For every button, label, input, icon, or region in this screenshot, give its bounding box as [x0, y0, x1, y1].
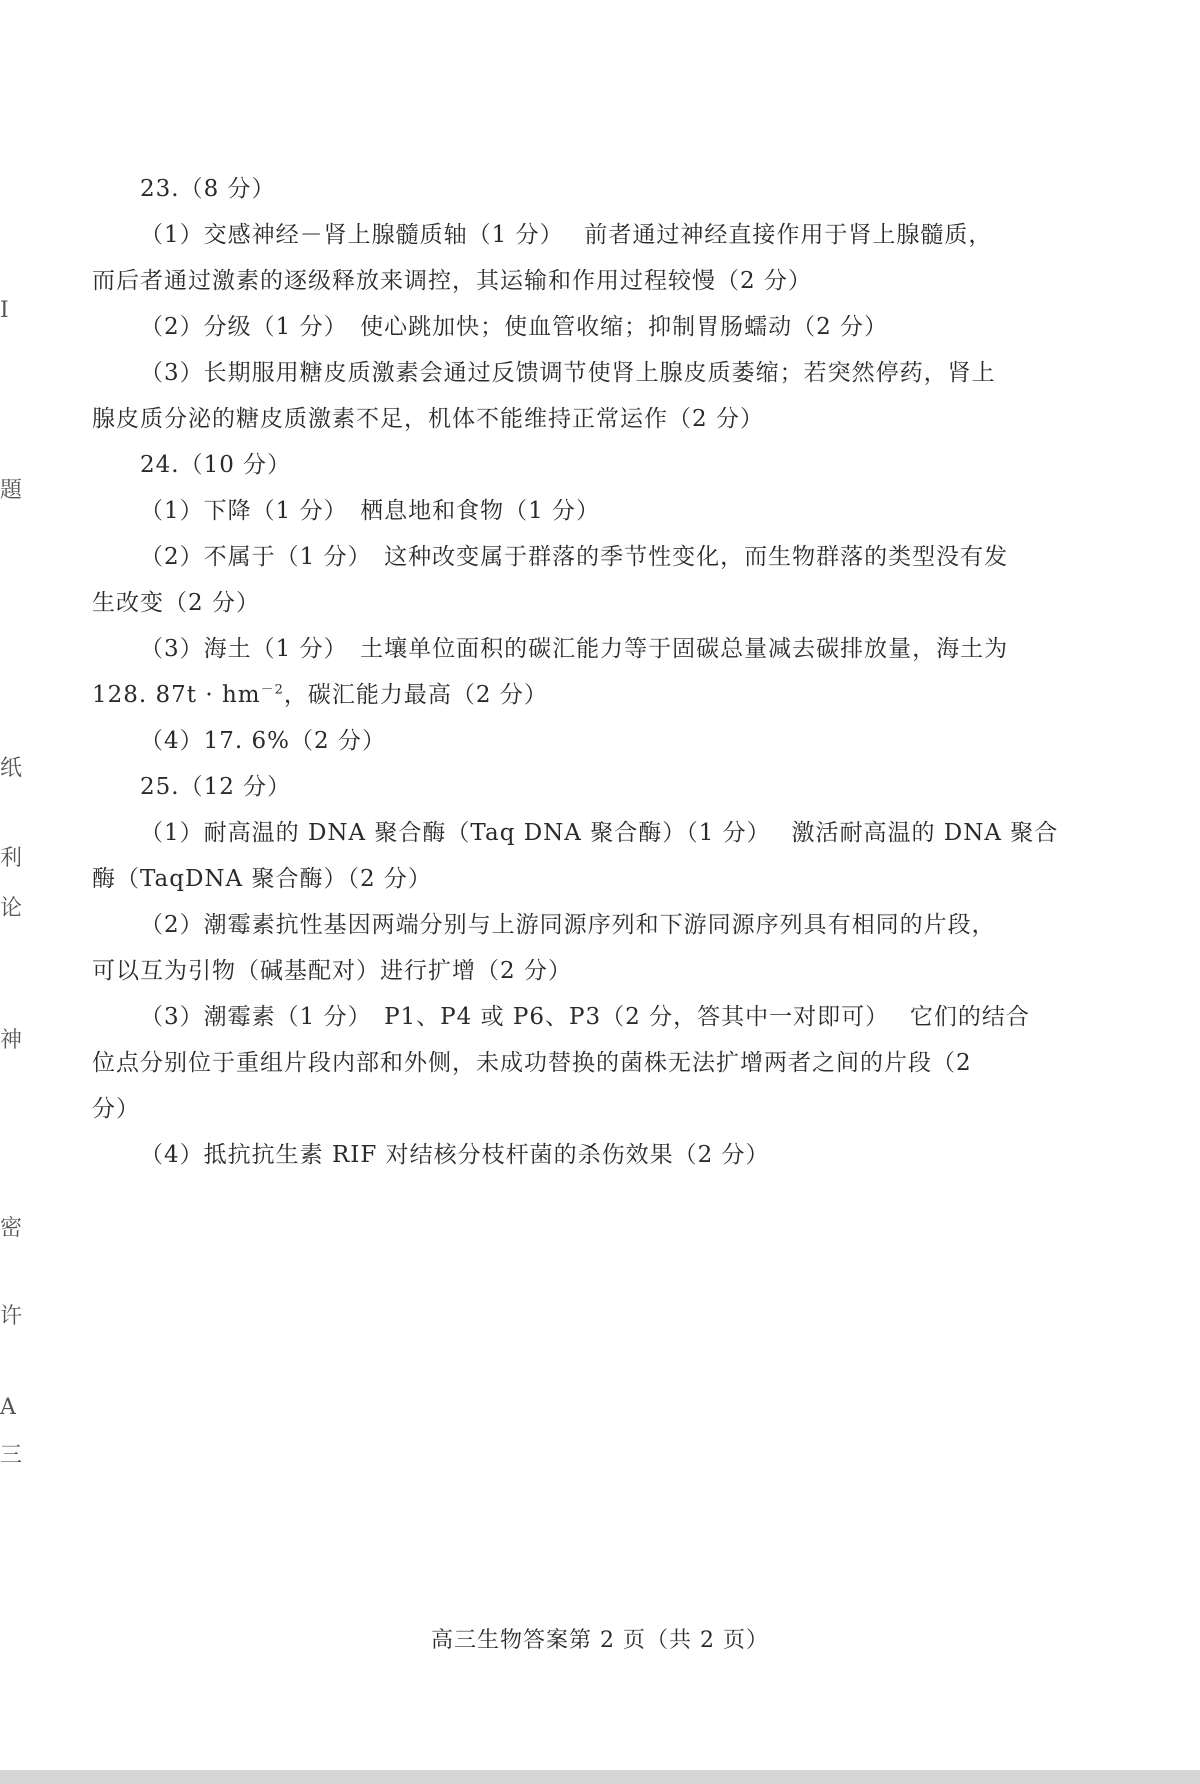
answer-line: 位点分别位于重组片段内部和外侧，未成功替换的菌株无法扩增两者之间的片段（2: [92, 1050, 972, 1076]
superscript: －2: [260, 682, 284, 698]
answer-line: 生改变（2 分）: [92, 590, 260, 616]
bottom-edge-bar: [0, 1770, 1200, 1784]
left-margin-bleed: [0, 0, 30, 1770]
answer-line: （3）潮霉素（1 分） P1、P4 或 P6、P3（2 分，答其中一对即可） 它们的结合: [140, 1004, 1030, 1030]
answer-line: （4）17. 6%（2 分）: [140, 728, 386, 754]
answer-line: （2）分级（1 分） 使心跳加快；使血管收缩；抑制胃肠蠕动（2 分）: [140, 314, 889, 340]
question-24: [92, 442, 1062, 764]
margin-mark: 利: [0, 846, 23, 871]
question-23: [92, 166, 1062, 442]
answer-line: 分）: [92, 1096, 140, 1122]
question-25: [92, 764, 1062, 1178]
answer-line: （1）耐高温的 DNA 聚合酶（Taq DNA 聚合酶）（1 分） 激活耐高温的 DNA 聚合: [140, 820, 1059, 846]
answer-line: （4）抵抗抗生素 RIF 对结核分枝杆菌的杀伤效果（2 分）: [140, 1142, 770, 1168]
margin-mark: I: [0, 298, 9, 323]
answer-line: 腺皮质分泌的糖皮质激素不足，机体不能维持正常运作（2 分）: [92, 406, 764, 432]
margin-mark: 題: [0, 478, 23, 503]
margin-mark: 密: [0, 1216, 23, 1241]
margin-mark: 三: [0, 1443, 23, 1468]
question-heading: 25.（12 分）: [140, 774, 292, 800]
answer-line: （1）下降（1 分） 栖息地和食物（1 分）: [140, 498, 601, 524]
answer-line: （2）潮霉素抗性基因两端分别与上游同源序列和下游同源序列具有相同的片段，: [140, 912, 996, 938]
margin-mark: 许: [0, 1304, 23, 1329]
margin-mark: A: [0, 1395, 16, 1420]
answer-line: 酶（TaqDNA 聚合酶）（2 分）: [92, 866, 432, 892]
margin-mark: 纸: [0, 756, 23, 781]
answer-text: ，碳汇能力最高（2 分）: [283, 682, 548, 708]
margin-mark: 论: [0, 896, 23, 921]
answer-line: [92, 672, 1062, 718]
answer-value: 128. 87t · hm: [92, 682, 261, 708]
answer-line: （1）交感神经－肾上腺髓质轴（1 分） 前者通过神经直接作用于肾上腺髓质，: [140, 222, 993, 248]
margin-mark: 神: [0, 1028, 23, 1053]
answer-line: 可以互为引物（碱基配对）进行扩增（2 分）: [92, 958, 572, 984]
page-footer: 高三生物答案第 2 页（共 2 页）: [431, 1628, 769, 1653]
answer-line: （3）海土（1 分） 土壤单位面积的碳汇能力等于固碳总量减去碳排放量，海土为: [140, 636, 1009, 662]
answer-content: [92, 166, 1062, 1178]
answer-line: 而后者通过激素的逐级释放来调控，其运输和作用过程较慢（2 分）: [92, 268, 812, 294]
question-heading: 23.（8 分）: [140, 176, 276, 202]
answer-line: （3）长期服用糖皮质激素会通过反馈调节使肾上腺皮质萎缩；若突然停药，肾上: [140, 360, 996, 386]
answer-line: （2）不属于（1 分） 这种改变属于群落的季节性变化，而生物群落的类型没有发: [140, 544, 1009, 570]
question-heading: 24.（10 分）: [140, 452, 292, 478]
